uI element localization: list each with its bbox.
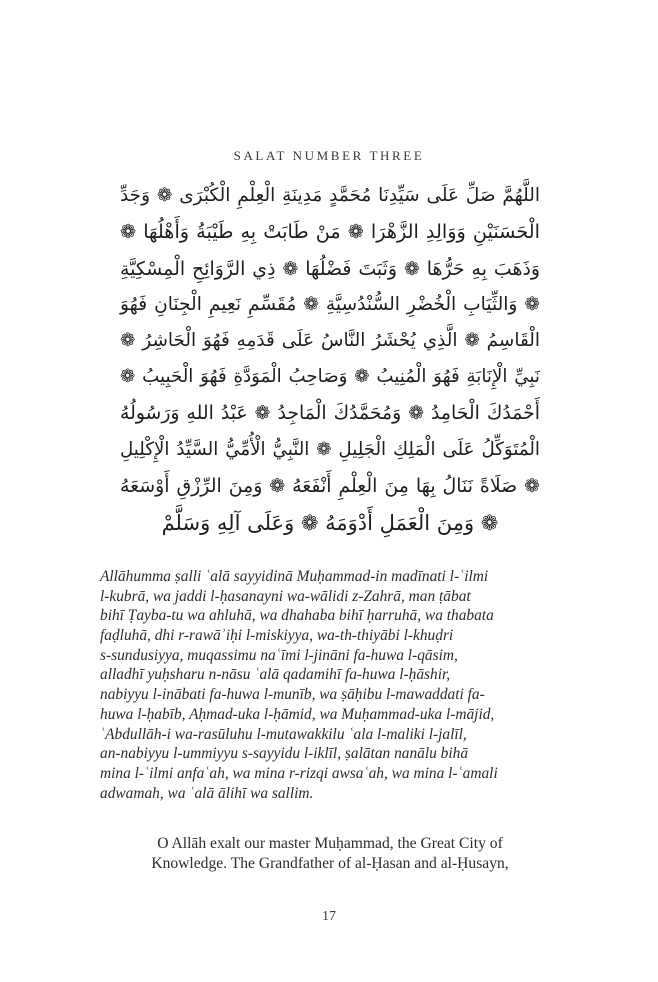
arabic-line: الْحَسَنَيْنِ وَوَالِدِ الزَّهْرَا ❁ مَنْ طَابَتْ بِهِ طَيْبَةُ وَأَهْلُهَا ❁ xyxy=(120,220,540,244)
transliteration-line: s-sundusiyya, muqassimu naʿīmi l-jināni fa-huwa l-qāsim, xyxy=(100,646,458,664)
page-heading: SALAT NUMBER THREE xyxy=(233,148,425,163)
transliteration-line: faḍluhā, dhi r-rawāʾiḥi l-miskiyya, wa-th-thiyābi l-khuḍri xyxy=(100,627,454,645)
transliteration-line: adwamah, wa ʿalā ālihī wa sallim. xyxy=(100,784,314,802)
arabic-line: الْمُتَوَكِّلُ عَلَى الْمَلِكِ الْجَلِيلِ ❁ النَّبِيُّ الْأُمِّيُّ السَّيِّدُ الْإِكْلِيلِ xyxy=(120,439,540,461)
arabic-text-block xyxy=(120,178,540,541)
translation-block xyxy=(100,834,560,874)
arabic-line: ❁ وَمِنَ الْعَمَلِ أَدْوَمَهُ ❁ وَعَلَى آلِهِ وَسَلَّمْ xyxy=(161,510,499,535)
transliteration-line: nabiyyu l-inābati fa-huwa l-munīb, wa ṣāḥibu l-mawaddati fa- xyxy=(100,686,485,704)
transliteration-line: Allāhumma ṣalli ʿalā sayyidinā Muḥammad-in madīnati l-ʿilmi xyxy=(100,568,489,585)
transliteration-block xyxy=(100,567,560,803)
translation-line: O Allāh exalt our master Muḥammad, the Great City of xyxy=(157,835,503,852)
translation-line: Knowledge. The Grandfather of al-Ḥasan and al-Ḥusayn, xyxy=(151,855,509,872)
transliteration-line: ʿAbdullāh-i wa-rasūluhu l-mutawakkilu ʿala l-maliki l-jalīl, xyxy=(100,725,467,743)
page-number: 17 xyxy=(322,909,336,924)
arabic-line: وَذَهَبَ بِهِ حَرُّهَا ❁ وَثَبَتَ فَضْلُهَا ❁ ذِي الرَّوَائِحِ الْمِسْكِيَّةِ xyxy=(120,257,540,280)
transliteration-line: mina l-ʿilmi anfaʿah, wa mina r-rizqi awsaʿah, wa mina l-ʿamali xyxy=(100,764,498,782)
arabic-line: الْقَاسِمُ ❁ الَّذِي يُحْشَرُ النَّاسُ عَلَى قَدَمِهِ فَهُوَ الْحَاشِرُ ❁ xyxy=(120,330,540,352)
arabic-line: نَبِيِّ الْإِنَابَةِ فَهُوَ الْمُنِيبُ ❁ وَصَاحِبُ الْمَوَدَّةِ فَهُوَ الْحَبِيبُ ❁ xyxy=(120,366,540,388)
transliteration-line: bihī Ṭayba-tu wa ahluhā, wa dhahaba bihī ḥarruhā, wa thabata xyxy=(100,607,494,625)
transliteration-line: alladhī yuḥsharu n-nāsu ʿalā qadamihī fa-huwa l-ḥāshir, xyxy=(100,666,451,684)
arabic-line: ❁ وَالثِّيَابِ الْخُضْرِ السُّنْدُسِيَّةِ ❁ مُقَسِّمِ نَعِيمِ الْجِنَانِ فَهُوَ xyxy=(120,293,540,315)
arabic-line: اللَّهُمَّ صَلِّ عَلَى سَيِّدِنَا مُحَمَّدٍ مَدِينَةِ الْعِلْمِ الْكُبْرَى ❁ وَجَدِّ xyxy=(120,185,540,206)
transliteration-line: huwa l-ḥabīb, Aḥmad-uka l-ḥāmid, wa Muḥammad-uka l-mājid, xyxy=(100,705,495,723)
transliteration-line: l-kubrā, wa jaddi l-ḥasanayni wa-wālidi z-Zahrā, man ṭābat xyxy=(100,587,471,605)
arabic-line: أَحْمَدُكَ الْحَامِدُ ❁ وَمُحَمَّدُكَ الْمَاجِدُ ❁ عَبْدُ اللهِ وَرَسُولُهُ xyxy=(120,402,540,424)
arabic-line: ❁ صَلَاةً نَنَالُ بِهَا مِنَ الْعِلْمِ أَنْفَعَهُ ❁ وَمِنَ الرِّزْقِ أَوْسَعَهُ xyxy=(120,475,540,498)
transliteration-line: an-nabiyyu l-ummiyyu s-sayyidu l-iklīl, ṣalātan nanālu bihā xyxy=(100,745,469,763)
